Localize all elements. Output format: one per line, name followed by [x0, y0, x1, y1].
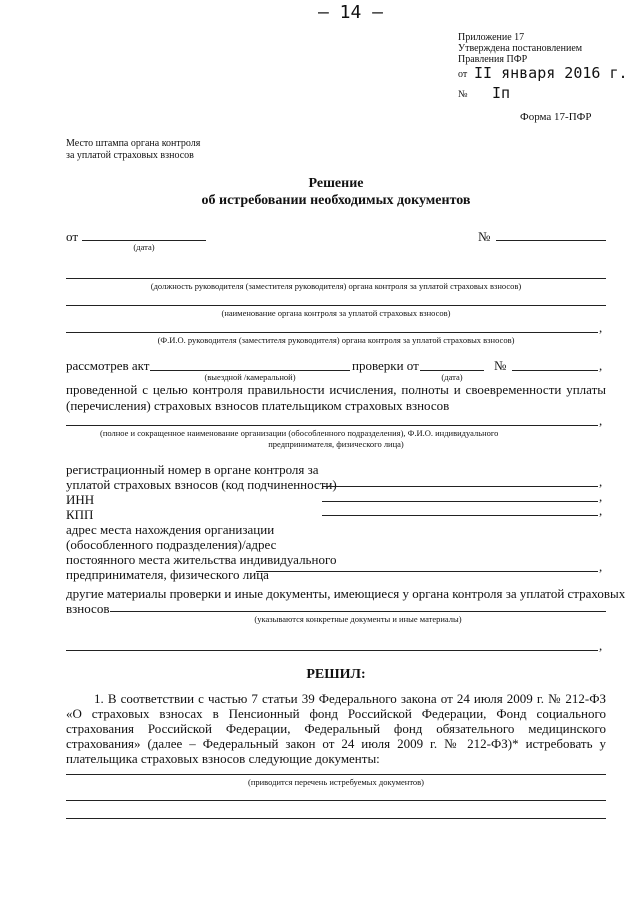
- stamp-place-line-2: за уплатой страховых взносов: [66, 150, 194, 161]
- stamp-place-line-1: Место штампа органа контроля: [66, 138, 201, 149]
- appendix-line-1: Приложение 17: [458, 32, 525, 43]
- comma: ,: [599, 503, 603, 518]
- address-label-4: предпринимателя, физического лица: [66, 567, 269, 582]
- documents-list-caption: (приводится перечень истребуемых документов): [247, 777, 425, 787]
- from-label: от: [66, 229, 79, 244]
- materials-field-continued[interactable]: [66, 650, 598, 651]
- organization-name-field[interactable]: [66, 425, 598, 426]
- comma: ,: [599, 320, 603, 335]
- reg-number-label-2: уплатой страховых взносов (код подчиненности): [66, 477, 337, 492]
- inn-field[interactable]: [322, 501, 598, 502]
- organization-name-caption-2: предпринимателя, физического лица): [268, 439, 404, 449]
- kpp-label: КПП: [66, 507, 94, 522]
- materials-field[interactable]: [110, 611, 606, 612]
- comma: ,: [599, 489, 603, 504]
- decision-paragraph: 1. В соответствии с частью 7 статьи 39 Федерального закона от 24 июля 2009 г. № 212-ФЗ «О страховых взносах в Пенсионный фонд Российской Федерации, Фонд социального страхования Российской Федерации, Федеральный фонд обязательного медицинского страхования» (далее – Федеральный закон от 24 июля 2009 г. № 212-ФЗ)* истребовать у плательщика страховых взносов следующие документы:: [66, 691, 606, 766]
- documents-list-field[interactable]: [66, 774, 606, 775]
- act-date-caption: (дата): [441, 372, 463, 382]
- documents-list-line-2[interactable]: [66, 800, 606, 801]
- materials-text-1: другие материалы проверки и иные документы, имеющиеся у органа контроля за уплатой страховых: [66, 586, 626, 601]
- form-label: Форма 17-ПФР: [520, 111, 592, 123]
- comma: ,: [599, 358, 603, 373]
- kpp-field[interactable]: [322, 515, 598, 516]
- materials-caption: (указываются конкретные документы и иные материалы): [254, 614, 462, 624]
- address-label-3: постоянного места жительства индивидуального: [66, 552, 337, 567]
- act-date-field[interactable]: [420, 370, 484, 371]
- inspection-type-field[interactable]: [150, 370, 350, 371]
- official-name-field[interactable]: [66, 332, 598, 333]
- appendix-number-prefix: №: [458, 89, 468, 100]
- comma: ,: [599, 559, 603, 574]
- inspection-type-caption: (выездной /камеральной): [204, 372, 296, 382]
- number-label: №: [478, 229, 491, 244]
- appendix-date-prefix: от: [458, 69, 468, 80]
- title-line-1: Решение: [308, 176, 364, 191]
- materials-text-2: взносов: [66, 601, 110, 616]
- reg-number-field[interactable]: [322, 486, 598, 487]
- address-label-1: адрес места нахождения организации: [66, 522, 275, 537]
- decision-number-field[interactable]: [496, 240, 606, 241]
- official-name-caption: (Ф.И.О. руководителя (заместителя руководителя) органа контроля за уплатой страховых взносов): [157, 335, 515, 345]
- page-number: – 14 –: [318, 2, 384, 23]
- address-field[interactable]: [256, 571, 598, 572]
- agency-name-field[interactable]: [66, 305, 606, 306]
- act-number-field[interactable]: [512, 370, 598, 371]
- comma: ,: [599, 413, 603, 428]
- official-position-field[interactable]: [66, 278, 606, 279]
- act-number-label: №: [494, 358, 507, 373]
- reg-number-label-1: регистрационный номер в органе контроля за: [66, 462, 319, 477]
- official-position-caption: (должность руководителя (заместителя руководителя) органа контроля за уплатой страховых взносов): [150, 281, 522, 291]
- organization-name-caption-1: (полное и сокращенное наименование организации (обособленного подразделения), Ф.И.О. индивидуального: [100, 428, 499, 438]
- title-line-2: об истребовании необходимых документов: [201, 193, 471, 208]
- inn-label: ИНН: [66, 492, 95, 507]
- address-label-2: (обособленного подразделения)/адрес: [66, 537, 277, 552]
- inspection-from-label: проверки от: [352, 358, 419, 373]
- agency-name-caption: (наименование органа контроля за уплатой страховых взносов): [221, 308, 451, 318]
- appendix-date-value: II января 2016 г.: [474, 64, 628, 82]
- appendix-number-value: Iп: [492, 84, 511, 102]
- appendix-line-2: Утверждена постановлением: [458, 43, 583, 54]
- decision-heading: РЕШИЛ:: [306, 667, 366, 682]
- considered-act-label: рассмотрев акт: [66, 358, 150, 373]
- documents-list-line-3[interactable]: [66, 818, 606, 819]
- comma: ,: [599, 638, 603, 653]
- date-caption: (дата): [133, 242, 155, 252]
- appendix-line-3: Правления ПФР: [458, 54, 528, 65]
- purpose-text: проведенной с целью контроля правильности исчисления, полноты и своевременности уплаты (перечисления) страховых взносов плательщиком страховых взносов: [66, 382, 606, 413]
- decision-date-field[interactable]: [82, 240, 206, 241]
- comma: ,: [599, 474, 603, 489]
